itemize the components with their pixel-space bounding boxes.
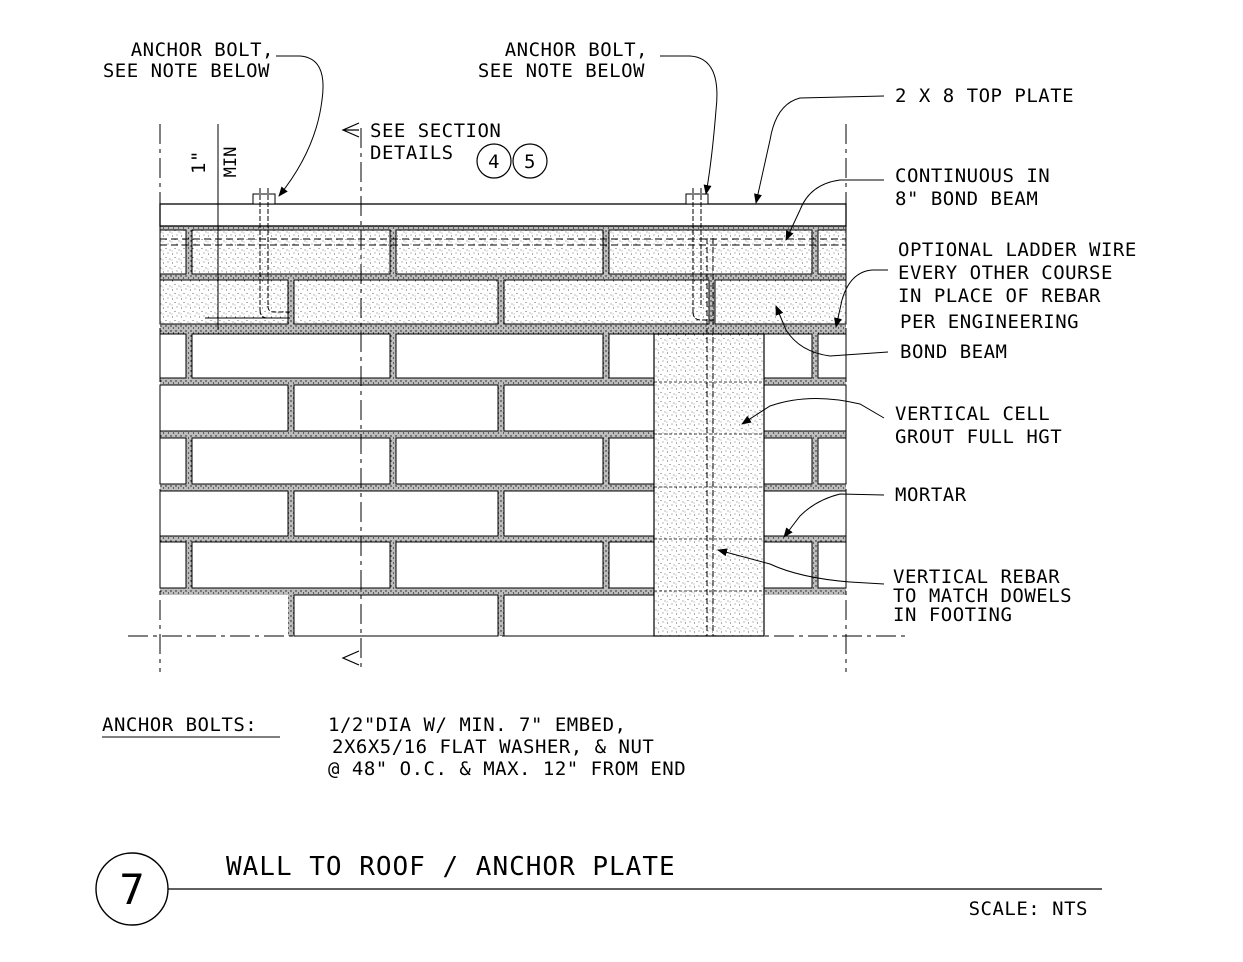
section-reference: [370, 120, 547, 178]
svg-text:MORTAR: MORTAR: [895, 484, 967, 506]
svg-text:TO MATCH DOWELS: TO MATCH DOWELS: [893, 585, 1073, 607]
detail-title: WALL TO ROOF / ANCHOR PLATE: [226, 852, 676, 882]
svg-text:EVERY OTHER COURSE: EVERY OTHER COURSE: [898, 262, 1113, 284]
section-marker-bottom: [343, 651, 359, 665]
scale-label: SCALE: NTS: [968, 898, 1088, 920]
svg-text:OPTIONAL LADDER WIRE: OPTIONAL LADDER WIRE: [898, 239, 1137, 261]
section-marker-top: [343, 123, 359, 137]
bond-beam-course-upper: [160, 230, 846, 274]
section-ref-line1: SEE SECTION: [370, 120, 502, 142]
svg-text:ANCHOR BOLT,: ANCHOR BOLT,: [504, 39, 648, 61]
masonry-wall: [128, 124, 906, 672]
detail-number: 7: [119, 865, 145, 914]
note-line-3: @ 48" O.C. & MAX. 12" FROM END: [328, 758, 687, 780]
svg-text:CONTINUOUS IN: CONTINUOUS IN: [895, 165, 1051, 187]
section-ref-line2: DETAILS: [370, 142, 454, 164]
callout-anchor-bolt-left: [103, 39, 323, 196]
svg-text:IN FOOTING: IN FOOTING: [893, 604, 1013, 626]
section-number-4: 4: [488, 151, 500, 173]
svg-text:2 X 8 TOP PLATE: 2 X 8 TOP PLATE: [895, 85, 1075, 107]
top-plate: [160, 204, 846, 226]
section-number-5: 5: [524, 151, 536, 173]
svg-text:SEE NOTE BELOW: SEE NOTE BELOW: [477, 60, 645, 82]
svg-text:8" BOND BEAM: 8" BOND BEAM: [895, 188, 1039, 210]
dimension-value: 1": [188, 150, 210, 174]
svg-text:VERTICAL REBAR: VERTICAL REBAR: [893, 566, 1061, 588]
svg-text:SEE NOTE BELOW: SEE NOTE BELOW: [102, 60, 270, 82]
note-label: ANCHOR BOLTS:: [102, 714, 258, 736]
note-line-1: 1/2"DIA W/ MIN. 7" EMBED,: [328, 714, 627, 736]
anchor-bolt-note: [102, 714, 686, 780]
svg-text:VERTICAL CELL: VERTICAL CELL: [895, 403, 1051, 425]
svg-text:ANCHOR BOLT,: ANCHOR BOLT,: [130, 39, 274, 61]
note-line-2: 2X6X5/16 FLAT WASHER, & NUT: [332, 736, 655, 758]
dimension-min: MIN: [221, 146, 241, 178]
svg-text:IN PLACE OF REBAR: IN PLACE OF REBAR: [898, 285, 1101, 307]
svg-text:GROUT FULL HGT: GROUT FULL HGT: [895, 426, 1063, 448]
svg-text:PER ENGINEERING: PER ENGINEERING: [900, 311, 1080, 333]
svg-text:BOND BEAM: BOND BEAM: [900, 341, 1008, 363]
callout-anchor-bolt-right: [478, 39, 717, 194]
callout-ladder-wire: [836, 239, 1137, 333]
title-block: [96, 852, 1102, 925]
